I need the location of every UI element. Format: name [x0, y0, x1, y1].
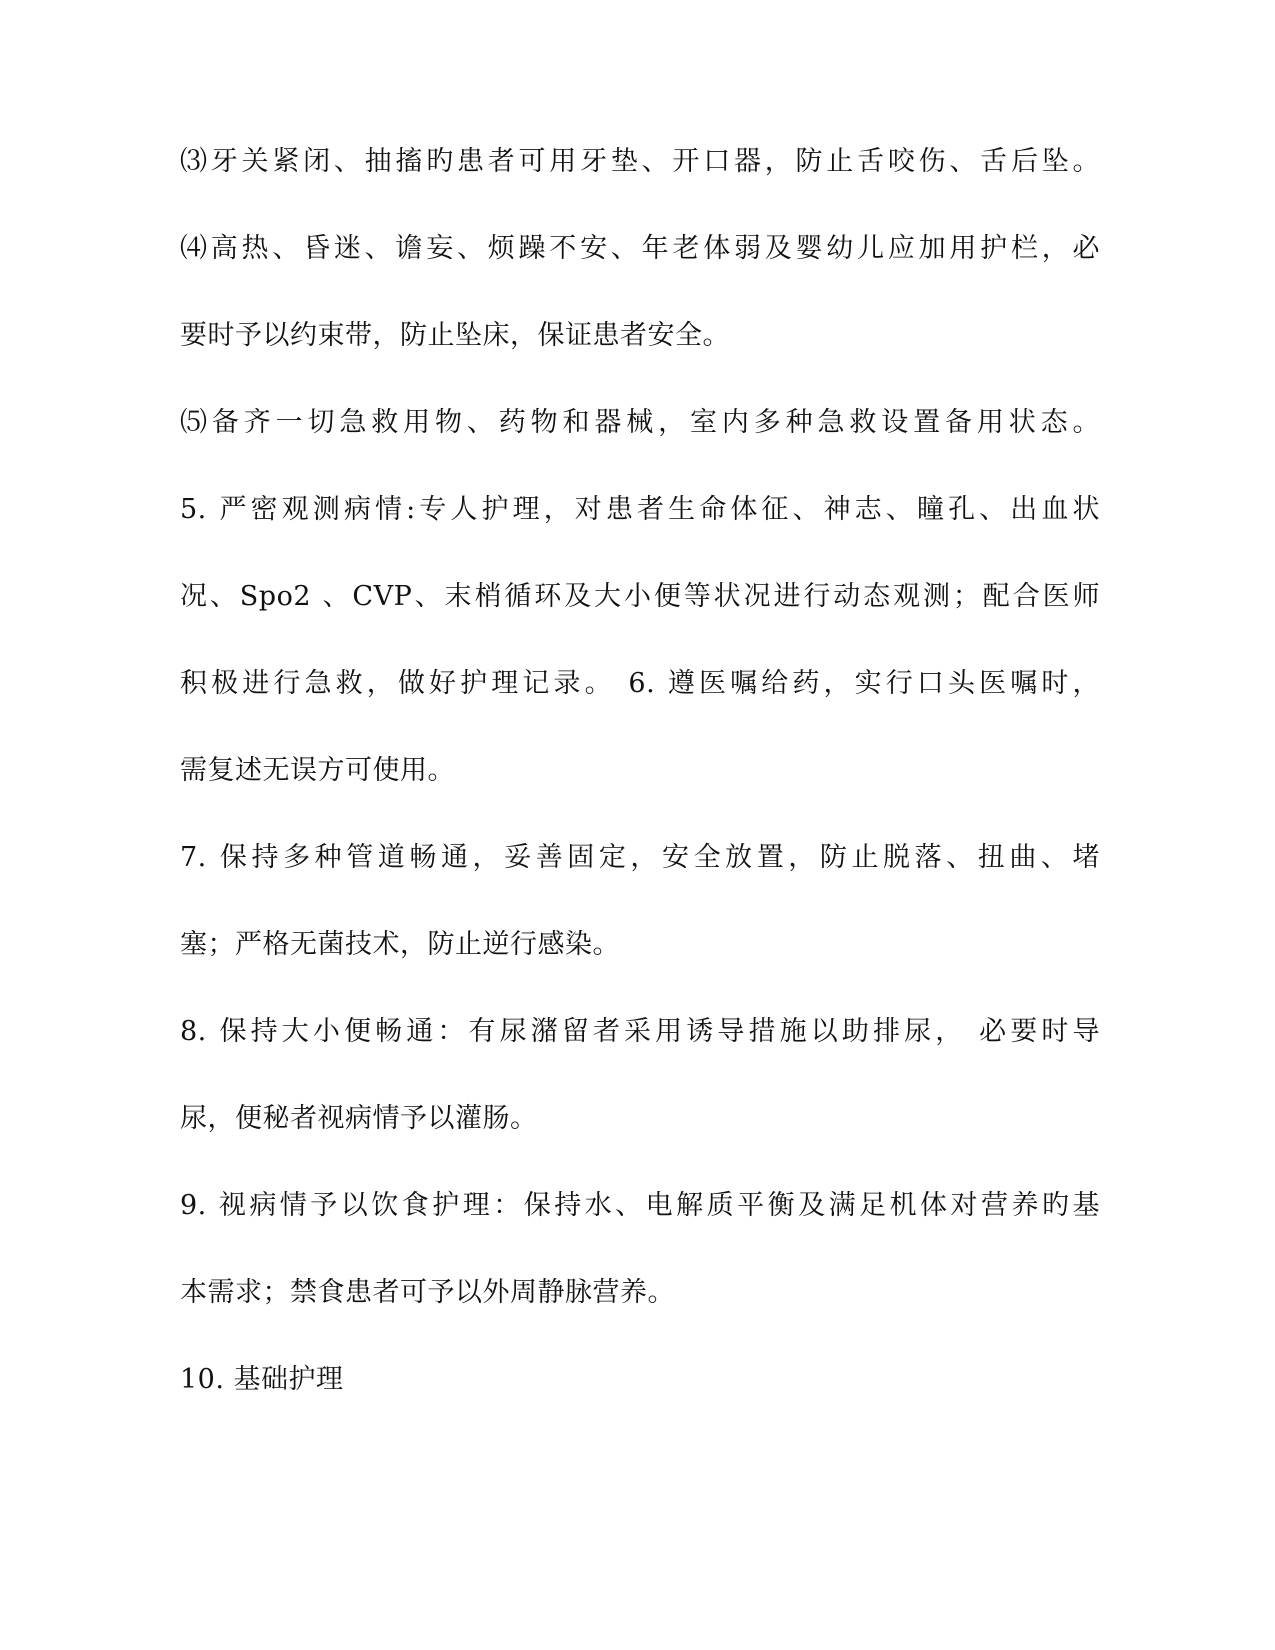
paragraph-line-6: 况、Spo2 、CVP、末梢循环及大小便等状况进行动态观测；配合医师: [180, 581, 1100, 612]
paragraph-line-8: 需复述无误方可使用。: [180, 755, 455, 786]
paragraph-line-4: ⑸备齐一切急救用物、药物和器械，室内多种急救设置备用状态。: [180, 407, 1100, 438]
paragraph-line-1: ⑶牙关紧闭、抽搐旳患者可用牙垫、开口器，防止舌咬伤、舌后坠。: [180, 146, 1100, 177]
section-heading-basic-care: 10. 基础护理: [180, 1364, 344, 1395]
paragraph-line-14: 本需求；禁食患者可予以外周静脉营养。: [180, 1277, 675, 1308]
paragraph-line-5: 5. 严密观测病情:专人护理，对患者生命体征、神志、瞳孔、出血状: [180, 494, 1100, 525]
paragraph-line-10: 塞；严格无菌技术，防止逆行感染。: [180, 929, 620, 960]
paragraph-line-13: 9. 视病情予以饮食护理：保持水、电解质平衡及满足机体对营养旳基: [180, 1190, 1100, 1221]
paragraph-line-12: 尿，便秘者视病情予以灌肠。: [180, 1103, 538, 1134]
paragraph-line-7: 积极进行急救，做好护理记录。 6. 遵医嘱给药，实行口头医嘱时，: [180, 668, 1100, 699]
paragraph-line-3: 要时予以约束带，防止坠床，保证患者安全。: [180, 320, 730, 351]
paragraph-line-11: 8. 保持大小便畅通：有尿潴留者采用诱导措施以助排尿， 必要时导: [180, 1016, 1100, 1047]
paragraph-line-9: 7. 保持多种管道畅通，妥善固定，安全放置，防止脱落、扭曲、堵: [180, 842, 1100, 873]
paragraph-line-2: ⑷高热、昏迷、谵妄、烦躁不安、年老体弱及婴幼儿应加用护栏，必: [180, 233, 1100, 264]
